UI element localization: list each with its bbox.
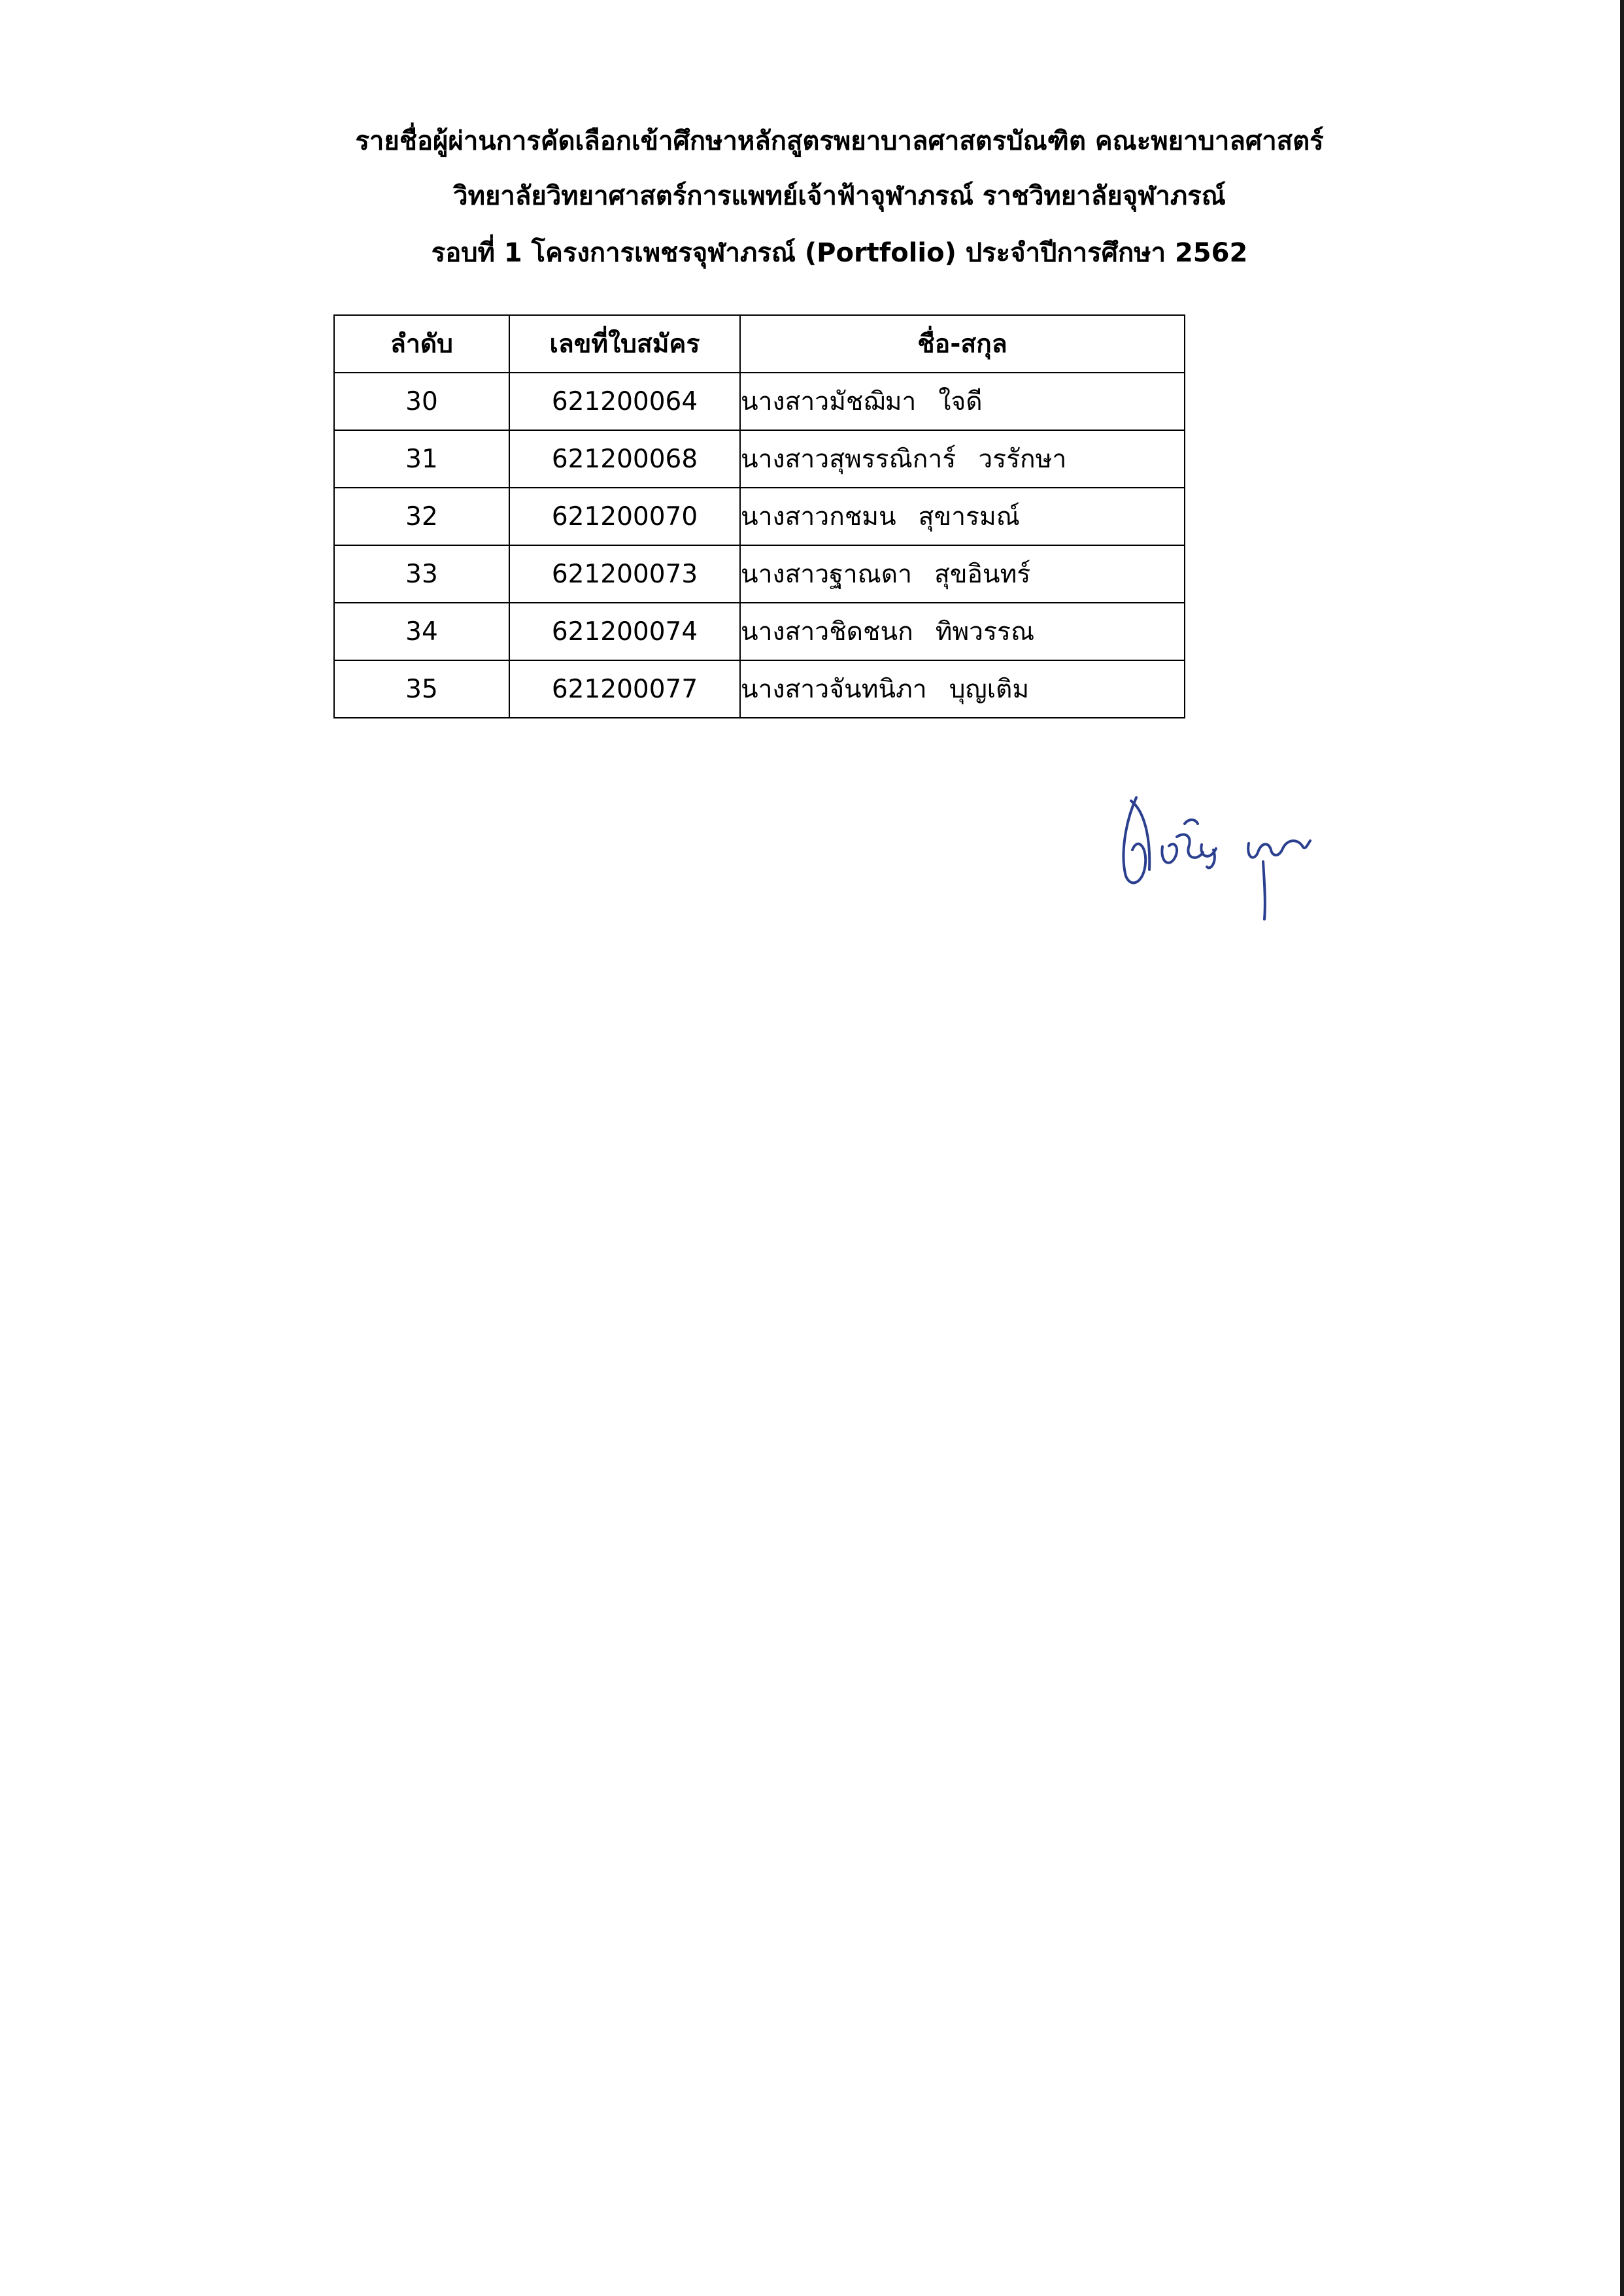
signature (1111, 785, 1321, 928)
cell-order: 31 (334, 430, 509, 488)
first-name: นางสาวกชมน (741, 502, 896, 532)
heading-line-2: วิทยาลัยวิทยาศาสตร์การแพทย์เจ้าฟ้าจุฬาภรณ์ ราชวิทยาลัยจุฬาภรณ์ (453, 181, 1226, 211)
last-name: วรรักษา (978, 445, 1067, 474)
cell-application-no: 621200074 (509, 603, 740, 660)
last-name: บุญเติม (949, 675, 1030, 704)
cell-order: 35 (334, 660, 509, 718)
cell-application-no: 621200070 (509, 488, 740, 545)
cell-application-no: 621200064 (509, 373, 740, 430)
first-name: นางสาวชิดชนก (741, 617, 913, 647)
table-row (334, 488, 1185, 545)
cell-order: 30 (334, 373, 509, 430)
table-row (334, 603, 1185, 660)
admission-list-table (333, 314, 1185, 718)
last-name: ใจดี (938, 387, 983, 416)
cell-order: 32 (334, 488, 509, 545)
cell-name (740, 660, 1185, 718)
header-order: ลำดับ (334, 315, 509, 373)
heading-line-1: รายชื่อผู้ผ่านการคัดเลือกเข้าศึกษาหลักสูตรพยาบาลศาสตรบัณฑิต คณะพยาบาลศาสตร์ (355, 126, 1324, 156)
first-name: นางสาวมัชฌิมา (741, 387, 917, 416)
cell-order: 34 (334, 603, 509, 660)
cell-name (740, 545, 1185, 603)
last-name: สุขอินทร์ (934, 560, 1031, 589)
first-name: นางสาวฐาณดา (741, 560, 913, 589)
header-name: ชื่อ-สกุล (740, 315, 1185, 373)
table-header-row (334, 315, 1185, 373)
table-row (334, 545, 1185, 603)
header-application-no: เลขที่ใบสมัคร (509, 315, 740, 373)
first-name: นางสาวจันทนิภา (741, 675, 927, 704)
last-name: สุขารมณ์ (918, 502, 1020, 532)
last-name: ทิพวรรณ (935, 617, 1035, 647)
cell-application-no: 621200073 (509, 545, 740, 603)
cell-name (740, 603, 1185, 660)
table-row (334, 430, 1185, 488)
first-name: นางสาวสุพรรณิการ์ (741, 445, 956, 474)
scan-edge (1620, 0, 1624, 2296)
cell-name (740, 430, 1185, 488)
table-row (334, 373, 1185, 430)
cell-name (740, 488, 1185, 545)
cell-application-no: 621200068 (509, 430, 740, 488)
cell-application-no: 621200077 (509, 660, 740, 718)
table-row (334, 660, 1185, 718)
cell-name (740, 373, 1185, 430)
heading-line-3: รอบที่ 1 โครงการเพชรจุฬาภรณ์ (Portfolio) ประจำปีการศึกษา 2562 (431, 238, 1248, 268)
cell-order: 33 (334, 545, 509, 603)
